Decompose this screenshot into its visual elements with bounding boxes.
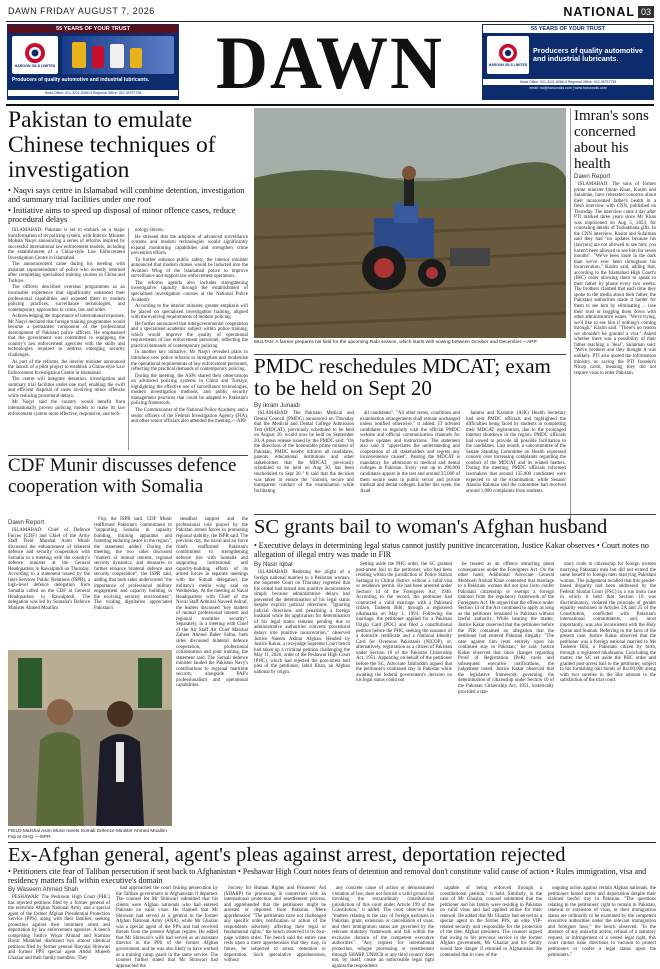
story1-col-2 <box>131 228 248 450</box>
section-label <box>540 4 654 19</box>
munir-meeting-photo <box>8 650 172 826</box>
story5-col-1: ISLAMABAD: Realising the plight of a foreign national married to a Pakistani woman, the Supreme Court on Thursday regretted that his ordeal had turned into punitive incarceration simply because administrative delays had prevented the determination of his legal status despite explicit judicial directions. "Ignoring judicial directions and penalising a foreign husband while his application for determination of his legal status remains pending due to administrative authorities converts procedural delays into punitive incarceration," observed Justice Naeem Akhtar Afghan. Headed by Justice Kakar, a two-judge Supreme Court bench had taken up a criminal petition challenging the May 11, 2026, order of the Peshawar High Court (PHC), which had rejected the post-arrest bail plea of the petitioner, Jahid Khan, an Afghan national by origin. <box>254 570 350 675</box>
ad-left-years: 55 YEARS OF YOUR TRUST <box>8 25 178 33</box>
story6-col-1: PESHAWAR: The Peshawar High Court (PHC) has rejected petitions filed by a former general of the erstwhile Afghan National Army and a special agent of the former Afghan Presidential Protection Service (PPS), along with their families, seeking protection against their imminent arrest and deportation by law enforcement agencies. A bench comprising Justice Wiqar Ahmad and Kamran Hayat Miankhel dismissed two almost identical petitions filed by former general Baryalai Shinwari and former PPS special agent Abdul Mujeeb Ghaziar and their family members. They <box>8 895 110 962</box>
story3-byline: Dawn Report <box>574 173 611 180</box>
story1-para: The officers described overseas programmes as an invaluable experience that significantly enhanced their professional capabilities and exposed them to modern policing practices, surveillance technologies, and contemporary approaches to crime, law and order. <box>8 285 125 313</box>
story1-para: Acknowledging the importance of international exposure, Mr Naqvi declared that foreign training programmes would become a permanent component of the professional development of Pakistan police officers. He emphasised that the government was committed to equipping the country's law enforcement agencies with the skills and technologies required to address emerging security challenges. <box>8 314 125 359</box>
ad-right-years: 55 YEARS OF YOUR TRUST <box>483 25 653 33</box>
story1-para: He further announced that intergovernmental cooperation and a specialised academic subject within police training, which would improve the quality of operational requirements of law enforcement personnel, reflecting the practical demands of contemporary policing. <box>131 321 248 349</box>
story1-para: According to the interior minister, greater emphasis will be placed on specialised investigation training, aligned with the evolving requirements of modern policing. <box>131 304 248 321</box>
section-name: NATIONAL <box>563 4 635 19</box>
ad-right-tagline: Producers of quality automotive and industrial lubricants. <box>533 45 643 63</box>
story1-col-1 <box>8 228 125 450</box>
story4-byline: Dawn Report <box>8 519 45 526</box>
column-rule <box>570 108 571 528</box>
dateline: DAWN FRIDAY AUGUST 7, 2026 <box>8 6 155 16</box>
story6-byline: By Waseem Ahmed Shah <box>8 886 79 893</box>
story4-col-3: steadfast support and the professional role played by the Pakistan armed forces in promoting regional stability, the ISPR said. The previous day, the naval and air force chiefs reaffirmed Pakistan's commitment to strengthening defence ties with Somalia and supporting institutional and capacity-building efforts of its armed forces in separate meetings with the Somali delegation, the military's media wing said on Wednesday. At the meeting at Naval Headquarters with Chief of the Naval Staff Admiral Naveed Ashraf, the leaders discussed "key matters of mutual professional interest and regional maritime security". Separately, in a meeting with Chief of the Air Staff Air Chief Marshal Zaheer Ahmed Baber Sidhu, both sides discussed bilateral defence cooperation, professional collaboration and joint training, the statement said. The Somali defence minister lauded the Pakistan Navy's contributions to regional maritime security, alongside PAF's professionalism and operational capabilities. <box>176 517 248 689</box>
story1-bullet-1: • Naqvi says centre in Islamabad will combine detention, investigation and summary trial facilities under one roof <box>8 186 245 205</box>
masthead-rule <box>6 104 654 106</box>
story6-col-5: capable of being enforced through a constitutional petition," it held. Similarly, in the case of Mr Ghaziar, counsel submitted that the petitioner and his family were residing in Pakistan on valid visas and had applied online for their renewal. He added that Mr Ghaziar had served as a special agent in the former PPS, an elite VIP-related security unit responsible for the protection of the then Afghan president. The counsel argued that owing to his previous service in the former Afghan government, Mr Ghaziar and his family would face danger if returned to Afghanistan. He contended that in view of the <box>440 886 542 958</box>
masthead <box>180 21 480 106</box>
story6-col-6: ongoing action against certain Afghan nationals, the petitioners feared arrest and deportation despite their claimed lawful stay in Pakistan. "The questions relating to the petitioners' right to remain in Pakistan, renewal or extension of visas, or their immigration status are ordinarily to be examined by the competent executive authorities under the relevant immigration and foreigner laws," the bench observed. "In the absence of any unlawful action, refusal of a statutory request, or infringement of a vested legal right, this court cannot issue directions in vacuum to protect petitioners or confer a legal status upon the petitioners." <box>548 886 656 958</box>
ad-left-company: HAROON OILS LIMITED <box>14 64 56 68</box>
haroon-logo-icon <box>24 42 46 64</box>
story1-para: He stressed that the adoption of advanced surveillance systems and modern technologies would significantly expand monitoring capabilities and strengthen crime prevention efforts. <box>131 234 248 257</box>
story6-bullets: • Petitioners cite fear of Taliban persecution if sent back to Afghanistan • Peshawar High Court notes fears of detention and removal don't constitute valid cause of action • Rules immigration, visa and residency matters fall within executive's domain <box>8 867 647 885</box>
story2-headline: PMDC reschedules MDCAT; exam to be held on Sept 20 <box>254 354 551 400</box>
story3-headline: Imran's sons concerned about his health <box>574 108 649 172</box>
story6-col-4: any concrete cause of action or demonstrated violation of law, does not furnish a valid ground for invoking the extraordinary constitutional jurisdiction of this court under Article 199 of the Constitution," it added. The court observed that "matters relating to the stay of foreign nationals in Pakistan, grant, extension or cancellation of visas, and their immigration status are governed by the relevant statutory framework and fall within the exclusive domain of the competent executive authorities". "Any request for international protection, refugee processing or resettlement through SHARP, UNHCR or any third country does not, by itself, create an enforceable legal right against the respondents <box>332 886 434 969</box>
story5-col-2: Setting aside the PHC order, the SC granted post-arrest bail to the petitioner, who had been residing within the jurisdiction of Police Station Serangai in Chitral district without a valid visa or residence permit. He had been arrested under Section 14 of the Foreigners Act, 1946. According to the record, the petitioner had contracted a valid marriage with a Pakistani citizen, Tasleem Bibi, through a registered nikahnama on May 1, 1994. Following the marriage, the petitioner applied for a Pakistan Origin Card (POC) and filed a constitutional petition before the PHC, seeking the issuance of a domicile certificate and a National Identity Card for Overseas Pakistanis (NICOP), or, alternatively, registration as a citizen of Pakistan under Section 10 of the Pakistan Citizenship Act, 1951. Appearing on behalf of the petitioner before the SC, Advocate Jahiluddin argued that the petitioner's continued stay in Pakistan while awaiting the federal government's decision on his legal status could not <box>356 562 452 684</box>
haroon-logo-icon <box>498 43 518 63</box>
farmer-tractor-photo <box>254 108 566 338</box>
page-number: 03 <box>638 6 654 18</box>
ad-right-company: HAROON OILS LIMITED <box>488 63 528 67</box>
ad-left-footer: Head Office: 021-3221-8086-9 Regional Office: 042-35757758 <box>8 90 178 96</box>
ad-right-email: email: hol@haroonoils.com | www.haroonoils.com <box>483 85 653 91</box>
story6-headline: Ex-Afghan general, agent's pleas against arrest, deportation rejected <box>8 844 566 866</box>
story2-byline: By Ikram Junaidi <box>254 402 300 409</box>
story5-byline: By Nasir Iqbal <box>254 561 293 568</box>
story3-body: ISLAMABAD: The sons of former prime minister Imran Khan, Kasim and Sulaiman, have reiterated concerns about their incarcerated father's health in a fresh interview with CNN, published on Thursday. The interview came a day after PTI marked three years since Mr Khan was imprisoned on Aug 5, 2023, for concealing details of Toshakhana gifts. In the CNN interview, Kasim and Sulaiman said they had "no updates because his [lawyers] are not allowed to see him; you haven't been allowed to see him for seven months". "We've been more in the dark than we've ever been throughout his incarceration," Kasim said, adding that, according to the Islamabad High Court's (IHC) order allowing them to speak to their father by phone every two weeks. The brothers claimed that each time they spoke to the media about their father, the Pakistani authorities made it harder for them to see him by eliminating ... lose their trust or bogging them down with other administrative issues. "We're trying, we'd like to see him if nothing's coming through," Kasim said. "There's no reason we shouldn't be granted a visa." Asked whether there was a possibility of their father reaching a "deal", Sulaiman said: "We're brothers and they thought it was unlikely. PTI also quoted the information ministry as saying the PTI founder's Nicop cards, meaning they did not require visas to enter Pakistan. <box>574 182 656 376</box>
story5-headline: SC grants bail to woman's Afghan husband <box>254 516 608 538</box>
masthead-title: DAWN <box>215 21 444 106</box>
story4-col-1: ISLAMABAD: Chief of Defence Forces (CDF) and Chief of the Army Staff Field Marshal Asim Munir discussed the enhancement of bilateral defence and security cooperation with Somalia in a meeting with the country's defence minister at the General Headquarters in Rawalpindi on Thursday. According to a statement issued by the Inter-Services Public Relations (ISPR), a high-level defence delegation from Somalia called on the CDF at General Headquarters in Rawalpindi. The delegation was led by Somalia's Defence Minister Ahmed Moallim <box>8 528 90 611</box>
story5-col-3: be treated as an offence attracting penal consequences under the Foreigners Act. On the other hand, Additional Advocate General Mehboob Arshad Khan contended that marriage to a Pakistani woman did not ipso facto confer Pakistani citizenship or exempt a foreign national from the regulatory framework of the Foreigners Act. He argued that the offence under Section 14 of the Act continued to apply as long as the petitioner remained in Pakistan without lawful authority. While hearing the matter, Justice Kakar observed that the petitioner before the FIR contained no allegation that the petitioner had entered Pakistan illegally. "The case against him rests entirely upon his continued stay in Pakistan," he said. Justice Kakar observed that since changes regarding Proof of Registration (PoR) cards and subsequent executive notifications, the judgement noted. Justice Kakar observed that the legislative framework governing the determination of citizenship under Section 10 of the Pakistan Citizenship Act, 1951, historically provided a stat- <box>458 562 554 695</box>
ad-left-tagline: Producers of quality automotive and industrial lubricants. <box>12 77 150 83</box>
story2-col-3: Jammu and Kashmir (AJK) Health Secretary had sent PMDC officials and highlighted the difficulties being faced by students in completing their MDCAT registration, due to the prolonged internet shutdown in the region. PMDC officials had vowed to provide all possible facilitation to the candidates. Last month, a subcommittee of the Senate Standing Committee on Health expressed concern over increasing complaints regarding the conduct of the MDCAT and its related matters. During the meeting, PMDC officials informed lawmakers that around 135,000 candidates were expected to sit the examination, while Senator Anusha Rahman said the committee had received around 1,000 complaints from students. <box>466 411 566 494</box>
story2-col-2: all candidates". "All other terms, conditions and examination arrangements shall remain unchanged unless notified otherwise," it added. IT advised candidates to regularly visit the official PMDC website and official communication channels for further updates and instructions. The statement also said it "appreciates the understanding and cooperation of all stakeholders and regrets any inconvenience caused". Passing the MDCAT is mandatory for admission to medical and dental colleges in Pakistan. Every year up to 200,000 candidates appear in the test and around 25,000 of them secure seats in public sector and private medical and dental colleges. Earlier this week, the Azad <box>360 411 460 494</box>
photo-farmer <box>254 108 566 338</box>
story1-para: The centre will integrate detention, investigation and summary trial facilities under one roof, enabling the swift and efficient disposal of cases involving minor offences while reducing procedural delays. <box>8 377 125 399</box>
story1-para: nology-driven. <box>135 228 164 233</box>
story1-para: The announcement came during his meeting with assistant superintendents of police who recently returned after completing specialised training courses in China and Turkiye. <box>8 262 125 284</box>
story6-col-3: Society for Human Rights and Prisoners' Aid (SHARP) for processing in connection with an international protection and resettlement process, and apprehended that the petitioners might be arrested or deported from Pakistan. 'Mere apprehension' "The petitioners have not challenged any specific order, notification or action of the respondents adversely affecting their legal or fundamental rights," the bench observed in its four-page written order. The bench said the entire case rests upon a mere apprehension that they may, in future, be subjected to arrest, detention or deportation. Such speculative apprehensions, without <box>224 886 326 964</box>
ad-right-logo <box>487 36 529 74</box>
story1-para: In another key initiative, Mr Naqvi revealed plans to introduce new police reforms to strengthen and modernise the operational requirements of law enforcement personnel, reflecting the practical demands of contemporary policing. <box>131 350 248 373</box>
story2-col-1: ISLAMABAD: The Pakistan Medical and Dental Council (PMDC) announced on Thursday that the Medical and Dental College Admission Test (MDCAT), previously scheduled to be held on August 30, would now be held on September 20. A press release issued by the PMDC said: "On the directions of the honourable prime minister of Pakistan, PMDC hereby informs all candidates, parents, educational institutions and other stakeholders that the MDCAT, previously scheduled to be held on Aug 30, has been rescheduled to Sept 20." It said that the decision was taken to ensure the "smooth, secure and transparent conduct of the examination while facilitating <box>254 411 354 494</box>
story1-para: The reforms agenda also includes strengthening investigative capacity through the establishment of specialised investigation courses at the National Police Academy. <box>131 280 248 303</box>
ad-right-footer: Head Office: 021-3221-8086-9 Regional Office: 042-35757758 <box>483 79 653 85</box>
ad-right[interactable] <box>482 24 654 100</box>
story5-col-4: utory route to citizenship for foreign women marrying Pakistani men but did not extend the same benefit to foreign men marrying Pakistani women. The judgement recalled that this gender-based disparity had been addressed by the Federal Shariat Court (FSC) in a suo motu case in which it held that Section 10 was discriminatory, violated the principle of gender equality enshrined in Articles 2A and 25 of the Constitution, conflicted with Pakistan's international commitments, and, most importantly, was also inconsistent with the Holy Quran and Sunnah. Referring to the facts of the present case, Justice Kakar observed that the petitioner was a foreign national married to Ms Tasleem Bibi, a Pakistani citizen by birth, through a registered nikahnama. Concluding the matter, the SC set aside the PHC order and granted post-arrest bail to the petitioner, subject to his furnishing bail bonds of Rs100,000 along with two sureties in the like amount to the satisfaction of the trial court. <box>560 562 656 684</box>
story1-para: To further enhance public safety, the interior minister announced that modern drones would be inducted into the Aviation Wing of the Islamabad police to improve surveillance and support law enforcement operations. <box>131 257 248 280</box>
photo-munir <box>8 650 172 826</box>
story1-para: ISLAMABAD: Pakistan is set to embark on a major transformation of its policing system, with Interior Minister Mohsin Naqvi announcing a series of reforms inspired by successful international law enforcement models, including the establishment of a China-style Law Enforcement Investigation Centre in Islamabad. <box>8 228 125 261</box>
column-rule <box>128 228 129 450</box>
story1-para: As part of the reforms, the interior minister announced the launch of a pilot project to establish a China-style Law Enforcement Investigation Centre in Islamabad. <box>8 359 125 376</box>
story5-bullets: • Executive delays in determining legal status cannot justify punitive incarceration, Justice Kakar observes • Court notes no allegation of illegal entry was made in FIR <box>254 541 649 559</box>
story1-bullet-2: • Initiative aims to speed up disposal of minor offence cases, reduce procedural delays <box>8 206 236 225</box>
story1-headline: Pakistan to emulate Chinese techniques of investigation <box>8 107 216 183</box>
story1-para: During the meeting, the ASPs shared their observations on advanced policing systems in China and Turkiye, highlighting the effective use of surveillance technologies, modern investigation methods, and public security management practices that could be adapted to Pakistan's policing framework. <box>131 373 248 407</box>
story4-col-2: Fiqi, the ISPR said. CDF Munir reaffirmed Pakistan's commitment to "supporting Somalia in capacity building, training apparatus and fostering enduring peace in the region", the statement added. During the meeting, the two sides discussed "matters of mutual interest, regional security dynamics, and measures to further enhance bilateral defence and security cooperation", the ISPR said, adding that both sides underscored "the importance of professional military engagement and capacity building in the evolving security environment". The visiting dignitaries appreciated Pakistan's <box>94 517 172 611</box>
story1-para: Mr Naqvi said the country would benefit from internationally proven policing models to make its law enforcement system more effective, responsive, and tech- <box>8 400 125 417</box>
ad-left[interactable] <box>7 24 179 100</box>
photo-munir-caption: FIELD Marshal Asim Munir meets Somali Defence Minister Ahmed Moallim Fiqi at GHQ.—ISPR <box>8 829 167 840</box>
story1-para: The Commissioner of the National Police Academy and a senior officers of the Federal Investigation Agency (FIA), and other senior officials also attended the meeting.—APP <box>131 407 248 425</box>
story6-col-2: had approached the court fearing persecution by the Taliban government in Afghanistan if deported. The counsel for Mr Shinwari submitted that his clients were Afghan nationals who had entered Pakistan on valid visas. He claimed that Mr Shinwari had served as a general in the former Afghan National Army (ANA), while Mr Ghaziar was a special agent of the PPS and had received threats from the present Afghan regime. He added that Mr Shinwari's wife had served as an assistant director in the PPS of the former Afghan government, and he was also likely to have worked as a training camp guard in the same service. The counsel further stated that Mr Shinwari had approached the <box>116 886 218 969</box>
ad-left-logo <box>12 36 58 74</box>
ad-left-product <box>62 36 174 74</box>
story4-headline: CDF Munir discusses defence cooperation with Somalia <box>8 455 237 497</box>
photo-farmer-caption: MULTAN: A farmer prepares his field for the upcoming Rabi season, which starts with sowing between October and December.—APP <box>254 340 537 345</box>
